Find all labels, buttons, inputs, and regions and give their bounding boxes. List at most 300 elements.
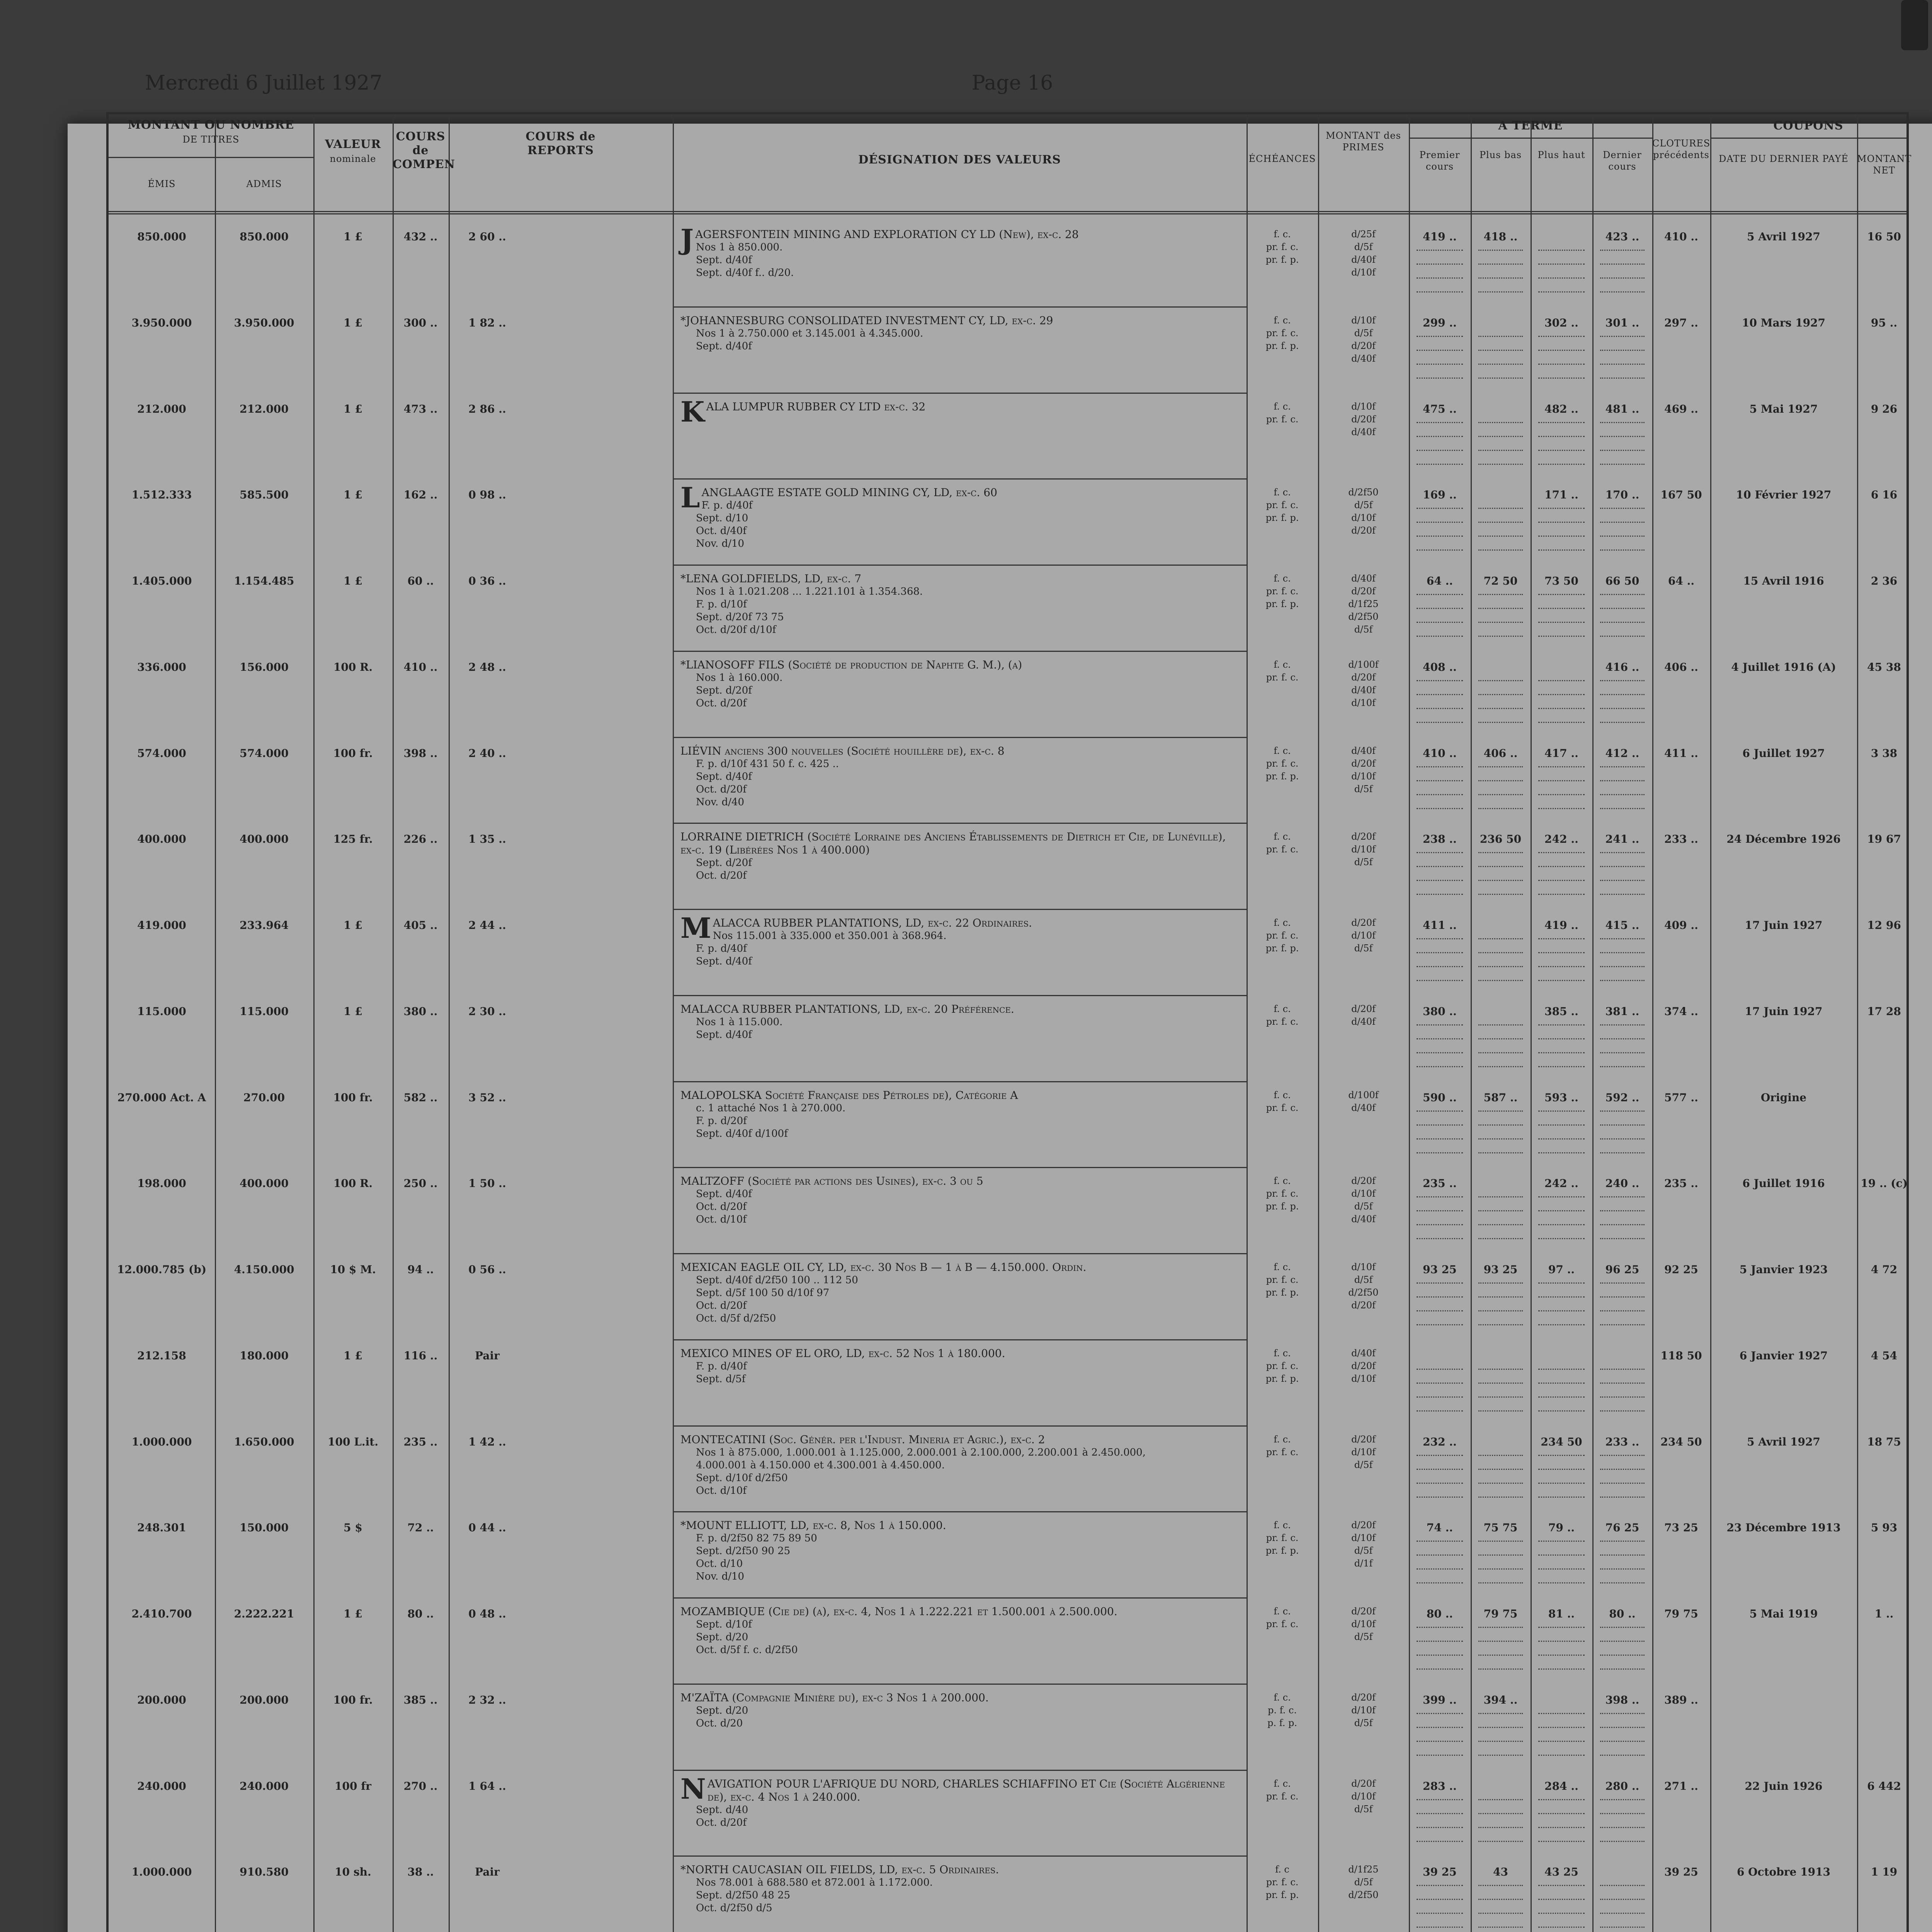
prime-item: d/5f <box>1354 500 1373 511</box>
dotted-leader <box>1538 1296 1585 1298</box>
cell-cloture: 39 25 <box>1664 1866 1698 1879</box>
cell-cours-reports: 2 40 .. <box>468 747 506 760</box>
cell-plus-haut: 43 25 <box>1544 1866 1578 1879</box>
dotted-leader <box>1478 1238 1523 1239</box>
dotted-leader <box>1600 1799 1645 1800</box>
dotted-leader <box>1478 766 1523 767</box>
cell-cloture: 411 .. <box>1664 747 1698 760</box>
dotted-leader <box>1478 464 1523 465</box>
dotted-leader <box>1478 264 1523 265</box>
echeance-item: pr. f. c. <box>1266 1274 1299 1286</box>
dotted-leader <box>1478 1038 1523 1039</box>
dotted-leader <box>1478 1927 1523 1928</box>
cell-premier-cours: 475 .. <box>1423 402 1457 415</box>
cell-admis: 400.000 <box>240 1177 289 1190</box>
dotted-leader <box>1478 966 1523 967</box>
cell-premier-cours: 238 .. <box>1423 833 1457 846</box>
echeance-item: pr. f. c. <box>1266 242 1299 252</box>
cell-coupon-net: 16 50 <box>1867 230 1901 243</box>
dotted-leader <box>1600 1469 1645 1470</box>
cell-echeances <box>1250 400 1314 426</box>
echeance-item: pr. f. c. <box>1266 1877 1299 1888</box>
cell-echeances <box>1250 1519 1314 1557</box>
dotted-leader <box>1478 1324 1523 1325</box>
dotted-leader <box>1417 1827 1463 1828</box>
dotted-leader <box>1478 866 1523 867</box>
cell-valeur: 100 fr. <box>333 1091 373 1104</box>
dotted-leader <box>1538 1396 1585 1398</box>
cell-cloture: 409 .. <box>1664 919 1698 932</box>
designation-detail: F. p. d/20f <box>696 1115 747 1127</box>
echeance-item: f. c. <box>1274 1606 1291 1617</box>
echeance-item: pr. f. c. <box>1266 1360 1299 1371</box>
designation-detail: Sept. d/20 <box>696 1631 748 1643</box>
cell-primes <box>1322 1261 1405 1312</box>
prime-item: d/20f <box>1351 1360 1376 1371</box>
cell-dernier-cours: 76 25 <box>1605 1521 1639 1534</box>
security-name: LIÉVIN anciens 300 nouvelles (Société houillère de), ex-c. 8 <box>680 744 1005 757</box>
dotted-leader <box>1538 852 1585 853</box>
dotted-leader <box>1538 350 1585 351</box>
cell-admis: 1.650.000 <box>234 1435 294 1448</box>
prime-item: d/5f <box>1354 1803 1373 1815</box>
dotted-leader <box>1538 464 1585 465</box>
dotted-leader <box>1600 866 1645 867</box>
cell-cloture: 233 .. <box>1664 833 1698 846</box>
prime-item: d/20f <box>1351 413 1376 425</box>
designation-detail: Sept. d/2f50 90 25 <box>696 1545 791 1557</box>
cell-cloture: 92 25 <box>1664 1263 1698 1276</box>
cell-cours-compen: 380 .. <box>403 1005 438 1018</box>
prime-item: d/40f <box>1351 1016 1376 1027</box>
dotted-leader <box>1478 1310 1523 1311</box>
prime-item: d/20f <box>1351 758 1376 769</box>
designation-detail: Nov. d/10 <box>696 538 745 550</box>
designation-detail: Sept. d/40f d/2f50 100 .. 112 50 <box>696 1274 858 1286</box>
cell-cours-compen: 582 .. <box>403 1091 438 1104</box>
dotted-leader <box>1600 622 1645 623</box>
table-row <box>109 1686 1906 1772</box>
cell-premier-cours: 93 25 <box>1423 1263 1457 1276</box>
cell-coupon-net: 17 28 <box>1867 1005 1901 1018</box>
cell-plus-bas: 587 .. <box>1483 1091 1518 1104</box>
dotted-leader <box>1478 1755 1523 1756</box>
prime-item: d/5f <box>1354 783 1373 794</box>
cell-coupon-date: 5 Mai 1927 <box>1749 402 1818 415</box>
designation-detail: Sept. d/20f 73 75 <box>696 611 784 623</box>
dotted-leader <box>1600 722 1645 723</box>
dotted-leader <box>1538 708 1585 709</box>
dotted-leader <box>1538 952 1585 953</box>
security-name: *MOUNT ELLIOTT, LD, ex-c. 8, Nos 1 à 150.000. <box>680 1519 946 1532</box>
dotted-leader <box>1538 938 1585 939</box>
table-row <box>109 1428 1906 1514</box>
security-name: MALACCA RUBBER PLANTATIONS, LD, ex-c. 20 Préférence. <box>680 1002 1014 1015</box>
echeance-item: f. c. <box>1274 401 1291 412</box>
dotted-leader <box>1478 1827 1523 1828</box>
dotted-leader <box>1478 536 1523 537</box>
dotted-leader <box>1417 1655 1463 1656</box>
dotted-leader <box>1600 852 1645 853</box>
cell-echeances <box>1250 1863 1314 1901</box>
cell-emis: 1.000.000 <box>131 1435 192 1448</box>
prime-item: d/10f <box>1351 1704 1376 1716</box>
designation-detail: Oct. d/10f <box>696 1485 747 1497</box>
cell-cloture: 73 25 <box>1664 1521 1698 1534</box>
designation-detail: Oct. d/20f <box>696 783 747 795</box>
dotted-leader <box>1600 1582 1645 1583</box>
prime-item: d/1f25 <box>1348 599 1379 610</box>
cell-coupon-date: 4 Juillet 1916 (A) <box>1731 660 1836 673</box>
prime-item: d/20f <box>1351 917 1376 929</box>
dotted-leader <box>1478 250 1523 251</box>
cell-echeances <box>1250 572 1314 611</box>
designation-detail: Sept. d/40 <box>696 1804 748 1816</box>
dotted-leader <box>1538 636 1585 637</box>
security-name: *LENA GOLDFIELDS, LD, ex-c. 7 <box>680 572 862 585</box>
designation-detail: Sept. d/20 <box>696 1704 748 1716</box>
echeance-item: f. c. <box>1274 1089 1291 1100</box>
dotted-leader <box>1538 866 1585 867</box>
dotted-leader <box>1538 1497 1585 1498</box>
dotted-leader <box>1538 694 1585 695</box>
prime-item: d/5f <box>1354 327 1373 338</box>
echeance-item: f. c. <box>1274 487 1291 498</box>
dotted-leader <box>1600 1282 1645 1284</box>
echeance-item: f. c. <box>1274 229 1291 240</box>
echeance-item: f. c. <box>1274 745 1291 756</box>
dotted-leader <box>1478 938 1523 939</box>
prime-item: d/2f50 <box>1348 1287 1379 1298</box>
echeance-item: pr. f. p. <box>1265 599 1299 610</box>
cell-cours-reports: 1 35 .. <box>468 833 506 846</box>
dotted-leader <box>1417 1124 1463 1126</box>
dotted-leader <box>1417 808 1463 809</box>
cell-primes <box>1322 314 1405 365</box>
dotted-leader <box>1478 1655 1523 1656</box>
echeance-item: f. c. <box>1274 659 1291 670</box>
dotted-leader <box>1417 1296 1463 1298</box>
echeance-item: f. c. <box>1274 1520 1291 1531</box>
cell-cours-reports: 0 44 .. <box>468 1521 506 1534</box>
cell-dernier-cours: 592 .. <box>1605 1091 1639 1104</box>
designation-detail: Sept. d/5f 100 50 d/10f 97 <box>696 1287 830 1299</box>
dotted-leader <box>1478 291 1523 293</box>
echeance-item: pr. f. p. <box>1265 512 1299 524</box>
cell-coupon-net: 4 72 <box>1871 1263 1898 1276</box>
dotted-leader <box>1417 1668 1463 1670</box>
dotted-leader <box>1478 508 1523 509</box>
dotted-leader <box>1600 536 1645 537</box>
cell-plus-haut: 171 .. <box>1544 488 1578 502</box>
header-coupons: COUPONS <box>1773 119 1844 133</box>
designation-detail: Nov. d/40 <box>696 796 745 808</box>
cell-premier-cours: 419 .. <box>1423 230 1457 243</box>
prime-item: d/5f <box>1354 242 1373 252</box>
dotted-leader <box>1538 1224 1585 1225</box>
table-row <box>109 1514 1906 1600</box>
table-row <box>109 1342 1906 1428</box>
cell-designation <box>680 1772 1237 1829</box>
dotted-leader <box>1600 1369 1645 1370</box>
dotted-leader <box>1417 422 1463 423</box>
dotted-leader <box>1417 450 1463 451</box>
designation-detail: Nos 1 à 850.000. <box>696 242 783 253</box>
dotted-leader <box>1478 1913 1523 1914</box>
dotted-leader <box>1417 1383 1463 1384</box>
cell-primes <box>1322 1089 1405 1114</box>
echeance-item: pr. f. p. <box>1265 340 1299 351</box>
cell-cours-compen: 116 .. <box>403 1349 438 1362</box>
cell-plus-bas: 72 50 <box>1483 575 1518 588</box>
cell-cloture: 469 .. <box>1664 402 1698 415</box>
dotted-leader <box>1478 1497 1523 1498</box>
prime-item: d/20f <box>1351 340 1376 351</box>
cell-cours-compen: 300 .. <box>403 316 438 329</box>
row-divider <box>673 1081 1247 1082</box>
cell-plus-haut: 417 .. <box>1544 747 1578 760</box>
cell-admis: 180.000 <box>240 1349 289 1362</box>
dotted-leader <box>1538 1641 1585 1642</box>
dotted-leader <box>1538 549 1585 551</box>
cell-cours-reports: 0 36 .. <box>468 575 506 588</box>
cell-echeances <box>1250 1691 1314 1730</box>
cell-designation <box>680 572 1237 636</box>
prime-item: d/20f <box>1351 525 1376 536</box>
prime-item: d/20f <box>1351 1692 1376 1703</box>
cell-cours-compen: 398 .. <box>403 747 438 760</box>
cell-valeur: 10 $ M. <box>330 1263 376 1276</box>
echeance-item: pr. f. c. <box>1266 1619 1299 1630</box>
header-emis: ÉMIS <box>148 179 176 189</box>
dotted-leader <box>1478 880 1523 881</box>
cell-cours-compen: 60 .. <box>407 575 434 588</box>
prime-item: d/20f <box>1351 672 1376 683</box>
dotted-leader <box>1538 1827 1585 1828</box>
dotted-leader <box>1417 1641 1463 1642</box>
cell-cours-compen: 94 .. <box>407 1263 434 1276</box>
dotted-leader <box>1600 1238 1645 1239</box>
dotted-leader <box>1478 436 1523 437</box>
dotted-leader <box>1417 508 1463 509</box>
dotted-leader <box>1600 766 1645 767</box>
cell-admis: 850.000 <box>240 230 289 243</box>
designation-detail: Oct. d/10f <box>696 1214 747 1226</box>
dotted-leader <box>1538 1238 1585 1239</box>
designation-detail: Oct. d/40f <box>696 525 747 537</box>
cell-plus-bas: 236 50 <box>1480 833 1522 846</box>
cell-cours-reports: Pair <box>475 1866 500 1879</box>
prime-item: d/10f <box>1351 315 1376 326</box>
dotted-leader <box>1600 880 1645 881</box>
dotted-leader <box>1417 1455 1463 1456</box>
row-divider <box>673 478 1247 480</box>
dotted-leader <box>1538 1841 1585 1842</box>
designation-detail: Sept. d/40f <box>696 340 752 352</box>
dotted-leader <box>1417 1741 1463 1742</box>
dotted-leader <box>1600 1727 1645 1728</box>
echeance-item: pr. f. p. <box>1265 1889 1299 1901</box>
security-name: MALTZOFF (Société par actions des Usines), ex-c. 3 ou 5 <box>680 1175 983 1188</box>
cell-cours-compen: 385 .. <box>403 1693 438 1706</box>
dotted-leader <box>1417 549 1463 551</box>
dotted-leader <box>1417 866 1463 867</box>
cell-admis: 4.150.000 <box>234 1263 294 1276</box>
row-divider <box>673 1167 1247 1168</box>
cell-valeur: 1 £ <box>344 1607 362 1621</box>
row-divider <box>673 1855 1247 1857</box>
dotted-leader <box>1600 636 1645 637</box>
dotted-leader <box>1478 1483 1523 1484</box>
dotted-leader <box>1538 1655 1585 1656</box>
cell-valeur: 1 £ <box>344 402 362 415</box>
cell-echeances <box>1250 745 1314 783</box>
dotted-leader <box>1600 1310 1645 1311</box>
dotted-leader <box>1417 794 1463 795</box>
echeance-item: pr. f. c. <box>1266 413 1299 425</box>
security-name: M'ZAÏTA (Compagnie Minière du), ex-c 3 Nos 1 à 200.000. <box>680 1691 989 1704</box>
cell-coupon-date: 5 Avril 1927 <box>1747 1435 1820 1448</box>
dotted-leader <box>1600 1668 1645 1670</box>
dotted-leader <box>1538 1210 1585 1211</box>
row-divider <box>673 995 1247 996</box>
cell-cloture: 410 .. <box>1664 230 1698 243</box>
dotted-leader <box>1417 980 1463 981</box>
echeance-item: f. c. <box>1274 1003 1291 1014</box>
cell-cours-reports: 2 30 .. <box>468 1005 506 1018</box>
cell-designation <box>680 1433 1237 1497</box>
prime-item: d/40f <box>1351 353 1376 364</box>
cell-coupon-date: 23 Décembre 1913 <box>1726 1521 1841 1534</box>
cell-coupon-date: 6 Juillet 1916 <box>1742 1177 1825 1190</box>
dotted-leader <box>1417 1052 1463 1053</box>
prime-item: d/10f <box>1351 697 1376 708</box>
cell-admis: 574.000 <box>240 747 289 760</box>
dotted-leader <box>1478 852 1523 853</box>
row-divider <box>673 823 1247 824</box>
cell-cours-reports: 0 98 .. <box>468 488 506 502</box>
dotted-leader <box>1600 1713 1645 1714</box>
designation-detail: F. p. d/40f <box>696 1360 747 1372</box>
cell-coupon-date: 10 Mars 1927 <box>1742 316 1826 329</box>
cell-plus-bas: 79 75 <box>1483 1607 1518 1621</box>
prime-item: d/5f <box>1354 1274 1373 1286</box>
cell-cours-compen: 162 .. <box>403 488 438 502</box>
cell-primes <box>1322 486 1405 537</box>
table-row <box>109 997 1906 1083</box>
cell-cloture: 271 .. <box>1664 1779 1698 1793</box>
cell-cloture: 118 50 <box>1660 1349 1702 1362</box>
dotted-leader <box>1600 250 1645 251</box>
dotted-leader <box>1538 1913 1585 1914</box>
cell-echeances <box>1250 658 1314 684</box>
dotted-leader <box>1600 522 1645 523</box>
cell-emis: 212.000 <box>137 402 186 415</box>
dotted-leader <box>1538 536 1585 537</box>
row-divider <box>673 306 1247 308</box>
cell-cours-compen: 226 .. <box>403 833 438 846</box>
dotted-leader <box>1600 277 1645 279</box>
table-row <box>109 309 1906 395</box>
header-montant-nombre: MONTANT OU NOMBRE <box>128 118 294 132</box>
dotted-leader <box>1600 1138 1645 1139</box>
security-name: MALOPOLSKA Société Française des Pétroles de), Catégorie A <box>680 1088 1018 1102</box>
cell-plus-bas: 406 .. <box>1483 747 1518 760</box>
dotted-leader <box>1600 291 1645 293</box>
binder-clip <box>1901 0 1928 50</box>
cell-admis: 3.950.000 <box>234 316 294 329</box>
dotted-leader <box>1600 1483 1645 1484</box>
designation-detail: Oct. d/2f50 d/5 <box>696 1902 772 1914</box>
cell-premier-cours: 169 .. <box>1423 488 1457 502</box>
dotted-leader <box>1417 722 1463 723</box>
cell-plus-haut: 234 50 <box>1541 1435 1582 1448</box>
cell-valeur: 100 R. <box>333 1177 373 1190</box>
dotted-leader <box>1478 1282 1523 1284</box>
prime-item: d/10f <box>1351 401 1376 412</box>
dotted-leader <box>1600 980 1645 981</box>
dotted-leader <box>1538 336 1585 337</box>
dotted-leader <box>1538 1138 1585 1139</box>
prime-item: d/5f <box>1354 943 1373 954</box>
prime-item: d/100f <box>1348 659 1379 670</box>
cell-cours-reports: 0 56 .. <box>468 1263 506 1276</box>
echeance-item: pr. f. c. <box>1266 1016 1299 1027</box>
cell-plus-haut: 482 .. <box>1544 402 1578 415</box>
dotted-leader <box>1478 1885 1523 1886</box>
cell-cours-compen: 473 .. <box>403 402 438 415</box>
cell-echeances <box>1250 1261 1314 1299</box>
echeance-item: pr. f. p. <box>1265 1201 1299 1212</box>
cell-echeances <box>1250 486 1314 524</box>
dotted-leader <box>1600 1841 1645 1842</box>
row-divider <box>673 1684 1247 1685</box>
dotted-leader <box>1538 1282 1585 1284</box>
header-montant-net: MONTANT NET <box>1857 153 1912 176</box>
cell-admis: 115.000 <box>240 1005 289 1018</box>
designation-detail: Nos 78.001 à 688.580 et 872.001 à 1.172.000. <box>696 1877 933 1889</box>
dotted-leader <box>1478 1727 1523 1728</box>
dotted-leader <box>1478 1052 1523 1053</box>
security-name: AGERSFONTEIN MINING AND EXPLORATION CY LD (New), ex-c. 28 <box>695 228 1079 241</box>
designation-detail: Sept. d/20f <box>696 857 752 869</box>
dotted-leader <box>1538 1713 1585 1714</box>
table-row <box>109 395 1906 481</box>
dotted-leader <box>1417 436 1463 437</box>
designation-detail: Oct. d/5f d/2f50 <box>696 1313 776 1325</box>
cell-echeances <box>1250 1605 1314 1631</box>
page-number: Page 16 <box>971 71 1053 95</box>
header-valeur: VALEUR <box>325 138 381 151</box>
dotted-leader <box>1538 1469 1585 1470</box>
dotted-leader <box>1478 1396 1523 1398</box>
cell-primes <box>1322 1519 1405 1570</box>
dotted-leader <box>1478 336 1523 337</box>
prime-item: d/10f <box>1351 1532 1376 1544</box>
dotted-leader <box>1600 1066 1645 1067</box>
dotted-leader <box>1478 1799 1523 1800</box>
header-admis: ADMIS <box>246 179 282 189</box>
dotted-leader <box>1538 1813 1585 1814</box>
dotted-leader <box>1538 966 1585 967</box>
prime-item: d/2f50 <box>1348 1889 1379 1901</box>
row-divider <box>673 1597 1247 1599</box>
cell-cloture: 235 .. <box>1664 1177 1698 1190</box>
dotted-leader <box>1600 1755 1645 1756</box>
cell-cours-reports: 2 32 .. <box>468 1693 506 1706</box>
dotted-leader <box>1538 1066 1585 1067</box>
cell-admis: 910.580 <box>240 1866 289 1879</box>
